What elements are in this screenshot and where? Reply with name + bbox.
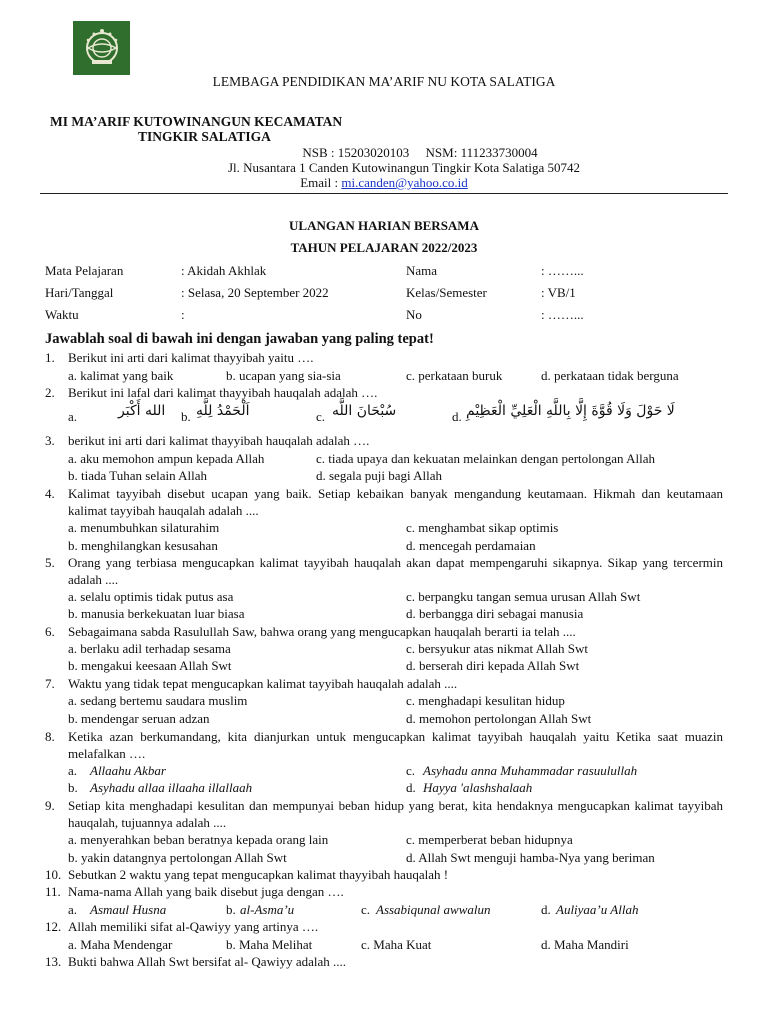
info-label: No <box>406 307 422 322</box>
option: Asyhadu allaa illaaha illallaah <box>90 780 253 795</box>
question-number: 5. <box>45 555 55 570</box>
option: c. memperberat beban hidupnya <box>406 832 573 847</box>
info-value: : ……... <box>541 307 584 322</box>
email-link[interactable]: mi.canden@yahoo.co.id <box>341 175 468 190</box>
option: d. Maha Mandiri <box>541 937 629 952</box>
header-divider <box>40 193 728 194</box>
option: Assabiqunal awwalun <box>376 902 491 917</box>
question-text: Ketika azan berkumandang, kita dianjurkan untuk mengucapkan kalimat tayyibah hauqalah yaitu Ketika saat muazin melafalkan …. <box>68 729 723 761</box>
option: d. mencegah perdamaian <box>406 538 536 553</box>
question-text: Berikut ini arti dari kalimat thayyibah yaitu …. <box>68 350 314 365</box>
option: b. mengakui keesaan Allah Swt <box>68 658 232 673</box>
school-line-1: MI MA’ARIF KUTOWINANGUN KECAMATAN <box>50 114 343 129</box>
option: b. ucapan yang sia-sia <box>226 368 341 383</box>
question-number: 4. <box>45 486 55 501</box>
option: b. tiada Tuhan selain Allah <box>68 468 208 483</box>
question-number: 3. <box>45 433 55 448</box>
info-label: Hari/Tanggal <box>45 285 114 300</box>
option: a. Maha Mendengar <box>68 937 173 952</box>
question-number: 12. <box>45 919 62 934</box>
option: Asyhadu anna Muhammadar rasuulullah <box>423 763 638 778</box>
option: b. menghilangkan kesusahan <box>68 538 218 553</box>
question-number: 9. <box>45 798 55 813</box>
question-number: 6. <box>45 624 55 639</box>
option: a. sedang bertemu saudara muslim <box>68 693 248 708</box>
info-value: : VB/1 <box>541 285 576 300</box>
arabic-option: لَا حَوْلَ وَلَا قُوَّةَ إِلَّا بِاللَّهِ الْعَلِيِّ الْعَظِيْمِ <box>466 403 675 419</box>
option: a. menyerahkan beban beratnya kepada orang lain <box>68 832 329 847</box>
exam-title: ULANGAN HARIAN BERSAMA <box>289 218 479 233</box>
option: Asmaul Husna <box>90 902 167 917</box>
info-label: Mata Pelajaran <box>45 263 124 278</box>
nu-emblem-icon <box>80 26 124 70</box>
arabic-option: سُبْحَانَ اللَّه <box>332 403 397 419</box>
info-label: Kelas/Semester <box>406 285 487 300</box>
option: b. Maha Melihat <box>226 937 313 952</box>
email-label: Email : <box>300 175 342 190</box>
info-value: : Akidah Akhlak <box>181 263 267 278</box>
question-text: Kalimat tayyibah disebut ucapan yang baik. Setiap kebaikan banyak mengandung keutamaan. Hikmah dan keutamaan kalimat tayyibah hauqalah adalah .... <box>68 486 723 518</box>
question-number: 2. <box>45 385 55 400</box>
question-text: Nama-nama Allah yang baik disebut juga dengan …. <box>68 884 344 899</box>
option: c. menghadapi kesulitan hidup <box>406 693 565 708</box>
email-line <box>0 175 768 191</box>
option-letter: b. <box>68 780 78 795</box>
option: a. menumbuhkan silaturahim <box>68 520 220 535</box>
info-value: : <box>181 307 185 322</box>
nsb-nsm: NSB : 15203020103 NSM: 111233730004 <box>302 145 538 160</box>
institution-name: LEMBAGA PENDIDIKAN MA’ARIF NU KOTA SALATIGA <box>212 74 556 89</box>
question-number: 10. <box>45 867 62 882</box>
option: c. perkataan buruk <box>406 368 503 383</box>
option-letter: d. <box>541 902 551 917</box>
school-line-2: TINGKIR SALATIGA <box>138 129 271 144</box>
question-number: 7. <box>45 676 55 691</box>
question-text: berikut ini arti dari kalimat thayyibah hauqalah adalah …. <box>68 433 370 448</box>
option-letter: d. <box>452 409 462 424</box>
question-text: Allah memiliki sifat al-Qawiyy yang artinya …. <box>68 919 319 934</box>
option-letter: a. <box>68 763 78 778</box>
option: c. tiada upaya dan kekuatan melainkan dengan pertolongan Allah <box>316 451 655 466</box>
option: Allaahu Akbar <box>90 763 166 778</box>
question-text: Bukti bahwa Allah Swt bersifat al- Qawiyy adalah .... <box>68 954 346 969</box>
option: b. yakin datangnya pertolongan Allah Swt <box>68 850 287 865</box>
question-number: 11. <box>45 884 61 899</box>
option: d. berserah diri kepada Allah Swt <box>406 658 580 673</box>
option-letter: a. <box>68 902 78 917</box>
option: b. mendengar seruan adzan <box>68 711 210 726</box>
option: Hayya 'alashshalaah <box>423 780 533 795</box>
info-label: Waktu <box>45 307 79 322</box>
school-address: Jl. Nusantara 1 Canden Kutowinangun Tingkir Kota Salatiga 50742 <box>227 160 581 175</box>
question-number: 1. <box>45 350 55 365</box>
school-name <box>50 114 342 144</box>
option: c. bersyukur atas nikmat Allah Swt <box>406 641 588 656</box>
option: d. berbangga diri sebagai manusia <box>406 606 584 621</box>
option: d. memohon pertolongan Allah Swt <box>406 711 592 726</box>
option-letter: c. <box>316 409 326 424</box>
option-letter: c. <box>406 763 416 778</box>
exam-year: TAHUN PELAJARAN 2022/2023 <box>290 240 478 255</box>
option: al-Asma’u <box>240 902 295 917</box>
option: d. segala puji bagi Allah <box>316 468 443 483</box>
option: Auliyaa’u Allah <box>556 902 639 917</box>
instruction: Jawablah soal di bawah ini dengan jawaban yang paling tepat! <box>45 331 434 347</box>
option-letter: b. <box>181 409 191 424</box>
option: c. berpangku tangan semua urusan Allah Swt <box>406 589 641 604</box>
question-text: Berikut ini lafal dari kalimat thayyibah hauqalah adalah …. <box>68 385 378 400</box>
option: a. kalimat yang baik <box>68 368 174 383</box>
nu-logo <box>73 21 130 75</box>
option-letter: c. <box>361 902 371 917</box>
question-text: Sebagaimana sabda Rasulullah Saw, bahwa orang yang mengucapkan hauqalah berarti ia telah .... <box>68 624 576 639</box>
info-value: : Selasa, 20 September 2022 <box>181 285 329 300</box>
arabic-option: الله أَكْبَر <box>118 403 166 419</box>
option: b. manusia berkekuatan luar biasa <box>68 606 245 621</box>
option: d. perkataan tidak berguna <box>541 368 679 383</box>
question-text: Orang yang terbiasa mengucapkan kalimat tayyibah hauqalah akan dapat mempengaruhi sikapnya. Sikap yang tercermin adalah .... <box>68 555 723 587</box>
info-label: Nama <box>406 263 438 278</box>
question-text: Sebutkan 2 waktu yang tepat mengucapkan kalimat thayyibah hauqalah ! <box>68 867 449 882</box>
option: d. Allah Swt menguji hamba-Nya yang beriman <box>406 850 655 865</box>
question-text: Waktu yang tidak tepat mengucapkan kalimat tayyibah hauqalah adalah .... <box>68 676 458 691</box>
arabic-option: اَلْحَمْدُ لِلَّهِ <box>196 403 250 419</box>
option: a. aku memohon ampun kepada Allah <box>68 451 265 466</box>
info-value: : ……... <box>541 263 584 278</box>
question-number: 8. <box>45 729 55 744</box>
option-letter: d. <box>406 780 416 795</box>
option-letter: b. <box>226 902 236 917</box>
option: c. Maha Kuat <box>361 937 432 952</box>
question-number: 13. <box>45 954 62 969</box>
option: a. selalu optimis tidak putus asa <box>68 589 234 604</box>
question-text: Setiap kita menghadapi kesulitan dan mempunyai beban hidup yang berat, kita hendaknya mengucapkan kalimat tayyibah hauqalah, tujuannya adalah .... <box>68 798 723 830</box>
option: c. menghambat sikap optimis <box>406 520 559 535</box>
option-letter: a. <box>68 409 78 424</box>
option: a. berlaku adil terhadap sesama <box>68 641 231 656</box>
